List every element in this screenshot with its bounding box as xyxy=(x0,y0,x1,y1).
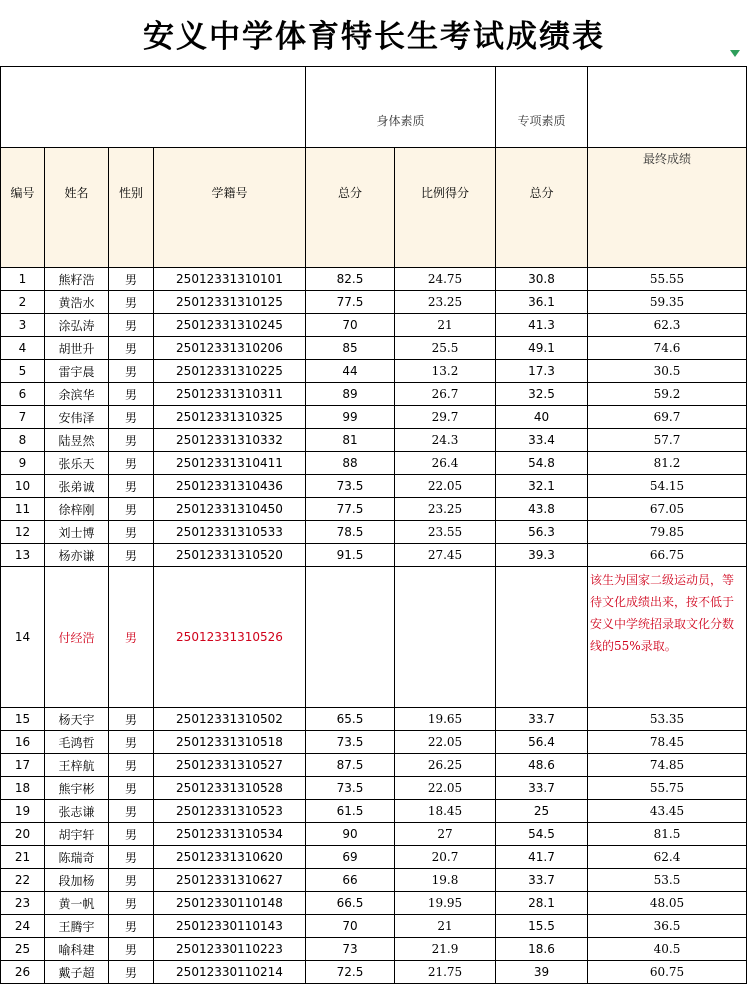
cell-no: 25 xyxy=(1,938,45,961)
cell-ratio: 26.4 xyxy=(395,452,496,475)
cell-total: 77.5 xyxy=(306,291,395,314)
cell-name: 张弟诚 xyxy=(45,475,109,498)
cell-ratio: 21 xyxy=(395,314,496,337)
column-header-row xyxy=(1,148,747,268)
cell-name: 段加杨 xyxy=(45,869,109,892)
cell-no: 18 xyxy=(1,777,45,800)
cell-total: 65.5 xyxy=(306,708,395,731)
cell-name: 陈瑞奇 xyxy=(45,846,109,869)
table-row xyxy=(1,754,747,777)
filter-dropdown-icon[interactable] xyxy=(730,50,740,57)
cell-gender: 男 xyxy=(109,731,154,754)
cell-final: 66.75 xyxy=(588,544,747,567)
cell-id: 25012331310325 xyxy=(154,406,306,429)
cell-special-total: 30.8 xyxy=(496,268,588,291)
cell-no: 21 xyxy=(1,846,45,869)
cell-total: 87.5 xyxy=(306,754,395,777)
cell-ratio: 22.05 xyxy=(395,731,496,754)
cell-gender: 男 xyxy=(109,938,154,961)
cell-no: 22 xyxy=(1,869,45,892)
cell-total: 44 xyxy=(306,360,395,383)
cell-id: 25012331310518 xyxy=(154,731,306,754)
cell-no: 17 xyxy=(1,754,45,777)
col-name-header: 姓名 xyxy=(45,148,109,268)
cell-id: 25012331310332 xyxy=(154,429,306,452)
cell-total: 77.5 xyxy=(306,498,395,521)
cell-final: 36.5 xyxy=(588,915,747,938)
cell-final: 62.3 xyxy=(588,314,747,337)
cell-gender: 男 xyxy=(109,521,154,544)
cell-special-total: 49.1 xyxy=(496,337,588,360)
cell-name: 毛鸿哲 xyxy=(45,731,109,754)
table-row xyxy=(1,452,747,475)
cell-final: 57.7 xyxy=(588,429,747,452)
cell-no: 7 xyxy=(1,406,45,429)
cell-id: 25012330110223 xyxy=(154,938,306,961)
cell-final: 81.2 xyxy=(588,452,747,475)
cell-id: 25012331310101 xyxy=(154,268,306,291)
cell-name: 王腾宇 xyxy=(45,915,109,938)
cell-no: 24 xyxy=(1,915,45,938)
cell-final: 59.2 xyxy=(588,383,747,406)
cell-name: 黄浩水 xyxy=(45,291,109,314)
cell-special-total: 48.6 xyxy=(496,754,588,777)
cell-name: 刘士博 xyxy=(45,521,109,544)
cell-total: 73.5 xyxy=(306,475,395,498)
cell-total: 73 xyxy=(306,938,395,961)
cell-id: 25012331310526 xyxy=(154,567,306,708)
cell-no: 11 xyxy=(1,498,45,521)
cell-total: 81 xyxy=(306,429,395,452)
cell-special-total: 54.5 xyxy=(496,823,588,846)
cell-ratio: 23.55 xyxy=(395,521,496,544)
cell-no: 1 xyxy=(1,268,45,291)
cell-final: 67.05 xyxy=(588,498,747,521)
cell-id: 25012331310125 xyxy=(154,291,306,314)
table-row xyxy=(1,777,747,800)
cell-total: 70 xyxy=(306,314,395,337)
cell-total: 61.5 xyxy=(306,800,395,823)
cell-ratio: 25.5 xyxy=(395,337,496,360)
cell-gender: 男 xyxy=(109,383,154,406)
cell-final: 53.35 xyxy=(588,708,747,731)
cell-name: 喻科建 xyxy=(45,938,109,961)
cell-id: 25012331310627 xyxy=(154,869,306,892)
cell-final: 53.5 xyxy=(588,869,747,892)
cell-no: 19 xyxy=(1,800,45,823)
cell-final: 43.45 xyxy=(588,800,747,823)
cell-special-total: 33.7 xyxy=(496,708,588,731)
cell-no: 12 xyxy=(1,521,45,544)
cell-gender: 男 xyxy=(109,498,154,521)
cell-no: 26 xyxy=(1,961,45,984)
cell-gender: 男 xyxy=(109,268,154,291)
cell-gender: 男 xyxy=(109,892,154,915)
cell-name: 熊籽浩 xyxy=(45,268,109,291)
cell-name: 张志谦 xyxy=(45,800,109,823)
cell-total: 82.5 xyxy=(306,268,395,291)
cell-special-total: 56.4 xyxy=(496,731,588,754)
cell-final: 79.85 xyxy=(588,521,747,544)
cell-total: 89 xyxy=(306,383,395,406)
cell-id: 25012331310450 xyxy=(154,498,306,521)
cell-final: 55.75 xyxy=(588,777,747,800)
cell-ratio: 29.7 xyxy=(395,406,496,429)
cell-ratio: 19.65 xyxy=(395,708,496,731)
cell-ratio: 19.95 xyxy=(395,892,496,915)
cell-total: 73.5 xyxy=(306,777,395,800)
table-row xyxy=(1,567,747,708)
cell-special-total: 28.1 xyxy=(496,892,588,915)
cell-total: 90 xyxy=(306,823,395,846)
col-gender-header: 性别 xyxy=(109,148,154,268)
table-row xyxy=(1,938,747,961)
cell-name: 戴子超 xyxy=(45,961,109,984)
cell-name: 黄一帆 xyxy=(45,892,109,915)
cell-special-total: 43.8 xyxy=(496,498,588,521)
cell-id: 25012331310245 xyxy=(154,314,306,337)
table-row xyxy=(1,869,747,892)
table-row xyxy=(1,708,747,731)
cell-gender: 男 xyxy=(109,961,154,984)
cell-name: 熊宇彬 xyxy=(45,777,109,800)
cell-ratio: 23.25 xyxy=(395,291,496,314)
cell-no: 15 xyxy=(1,708,45,731)
col-total-header: 总分 xyxy=(306,148,395,268)
cell-id: 25012331310527 xyxy=(154,754,306,777)
group-special-header: 专项素质 xyxy=(496,67,588,148)
table-row xyxy=(1,521,747,544)
cell-ratio: 21 xyxy=(395,915,496,938)
cell-ratio: 27.45 xyxy=(395,544,496,567)
cell-id: 25012331310436 xyxy=(154,475,306,498)
cell-total: 78.5 xyxy=(306,521,395,544)
cell-special-total: 40 xyxy=(496,406,588,429)
cell-no: 14 xyxy=(1,567,45,708)
cell-gender: 男 xyxy=(109,823,154,846)
cell-gender: 男 xyxy=(109,314,154,337)
cell-gender: 男 xyxy=(109,915,154,938)
cell-ratio: 18.45 xyxy=(395,800,496,823)
cell-ratio: 21.9 xyxy=(395,938,496,961)
cell-id: 25012331310533 xyxy=(154,521,306,544)
col-special-total-header: 总分 xyxy=(496,148,588,268)
table-row xyxy=(1,337,747,360)
cell-gender: 男 xyxy=(109,429,154,452)
cell-special-total: 36.1 xyxy=(496,291,588,314)
cell-special-total: 33.4 xyxy=(496,429,588,452)
cell-name: 陆昱然 xyxy=(45,429,109,452)
cell-total: 99 xyxy=(306,406,395,429)
cell-total: 88 xyxy=(306,452,395,475)
cell-special-total: 18.6 xyxy=(496,938,588,961)
cell-no: 13 xyxy=(1,544,45,567)
cell-id: 25012331310225 xyxy=(154,360,306,383)
group-body-header: 身体素质 xyxy=(306,67,496,148)
cell-ratio: 24.75 xyxy=(395,268,496,291)
cell-no: 8 xyxy=(1,429,45,452)
cell-special-total: 41.3 xyxy=(496,314,588,337)
cell-name: 杨天宇 xyxy=(45,708,109,731)
cell-gender: 男 xyxy=(109,475,154,498)
cell-final: 59.35 xyxy=(588,291,747,314)
cell-gender: 男 xyxy=(109,544,154,567)
cell-ratio: 24.3 xyxy=(395,429,496,452)
table-row xyxy=(1,268,747,291)
cell-id: 25012330110148 xyxy=(154,892,306,915)
cell-name: 胡宇轩 xyxy=(45,823,109,846)
cell-special-total: 15.5 xyxy=(496,915,588,938)
cell-ratio: 20.7 xyxy=(395,846,496,869)
table-row xyxy=(1,800,747,823)
cell-id: 25012331310311 xyxy=(154,383,306,406)
cell-name: 王梓航 xyxy=(45,754,109,777)
cell-special-total: 56.3 xyxy=(496,521,588,544)
cell-no: 4 xyxy=(1,337,45,360)
cell-total: 69 xyxy=(306,846,395,869)
cell-no: 16 xyxy=(1,731,45,754)
cell-final: 60.75 xyxy=(588,961,747,984)
cell-id: 25012330110214 xyxy=(154,961,306,984)
table-row xyxy=(1,823,747,846)
cell-final: 40.5 xyxy=(588,938,747,961)
cell-final: 74.6 xyxy=(588,337,747,360)
cell-ratio: 22.05 xyxy=(395,475,496,498)
cell-total: 91.5 xyxy=(306,544,395,567)
col-id-header: 学籍号 xyxy=(154,148,306,268)
col-final-header: 最终成绩 xyxy=(588,148,747,268)
col-no-header: 编号 xyxy=(1,148,45,268)
cell-gender: 男 xyxy=(109,708,154,731)
cell-id: 25012331310523 xyxy=(154,800,306,823)
cell-final: 69.7 xyxy=(588,406,747,429)
cell-final: 62.4 xyxy=(588,846,747,869)
cell-special-total: 25 xyxy=(496,800,588,823)
table-row xyxy=(1,731,747,754)
table-row xyxy=(1,475,747,498)
cell-no: 20 xyxy=(1,823,45,846)
cell-id: 25012330110143 xyxy=(154,915,306,938)
cell-ratio: 19.8 xyxy=(395,869,496,892)
cell-id: 25012331310620 xyxy=(154,846,306,869)
cell-final: 55.55 xyxy=(588,268,747,291)
cell-final: 48.05 xyxy=(588,892,747,915)
cell-final: 74.85 xyxy=(588,754,747,777)
cell-gender: 男 xyxy=(109,406,154,429)
table-row xyxy=(1,291,747,314)
cell-gender: 男 xyxy=(109,846,154,869)
cell-special-total: 39.3 xyxy=(496,544,588,567)
cell-name: 付经浩 xyxy=(45,567,109,708)
cell-name: 涂弘涛 xyxy=(45,314,109,337)
table-row xyxy=(1,892,747,915)
cell-final: 30.5 xyxy=(588,360,747,383)
page-title: 安义中学体育特长生考试成绩表 xyxy=(143,18,605,55)
cell-total xyxy=(306,567,395,708)
cell-id: 25012331310520 xyxy=(154,544,306,567)
cell-id: 25012331310534 xyxy=(154,823,306,846)
table-row xyxy=(1,429,747,452)
header-blank xyxy=(1,67,306,148)
cell-id: 25012331310206 xyxy=(154,337,306,360)
cell-final: 54.15 xyxy=(588,475,747,498)
cell-name: 胡世升 xyxy=(45,337,109,360)
cell-ratio: 26.25 xyxy=(395,754,496,777)
cell-special-total: 32.1 xyxy=(496,475,588,498)
group-header-row xyxy=(1,67,747,148)
cell-special-total: 41.7 xyxy=(496,846,588,869)
table-row xyxy=(1,915,747,938)
cell-gender: 男 xyxy=(109,452,154,475)
cell-id: 25012331310528 xyxy=(154,777,306,800)
table-row xyxy=(1,498,747,521)
cell-ratio: 23.25 xyxy=(395,498,496,521)
cell-name: 余滨华 xyxy=(45,383,109,406)
cell-final: 81.5 xyxy=(588,823,747,846)
cell-special-total: 33.7 xyxy=(496,869,588,892)
cell-special-total: 39 xyxy=(496,961,588,984)
table-row xyxy=(1,314,747,337)
cell-id: 25012331310411 xyxy=(154,452,306,475)
cell-gender: 男 xyxy=(109,567,154,708)
table-row xyxy=(1,383,747,406)
table-row xyxy=(1,406,747,429)
cell-total: 70 xyxy=(306,915,395,938)
cell-no: 2 xyxy=(1,291,45,314)
cell-name: 杨亦谦 xyxy=(45,544,109,567)
cell-gender: 男 xyxy=(109,337,154,360)
cell-ratio xyxy=(395,567,496,708)
cell-special-total: 32.5 xyxy=(496,383,588,406)
cell-no: 9 xyxy=(1,452,45,475)
cell-id: 25012331310502 xyxy=(154,708,306,731)
cell-special-total: 33.7 xyxy=(496,777,588,800)
cell-name: 徐梓刚 xyxy=(45,498,109,521)
cell-no: 3 xyxy=(1,314,45,337)
cell-total: 66.5 xyxy=(306,892,395,915)
cell-total: 72.5 xyxy=(306,961,395,984)
cell-total: 73.5 xyxy=(306,731,395,754)
cell-no: 10 xyxy=(1,475,45,498)
cell-name: 张乐天 xyxy=(45,452,109,475)
cell-gender: 男 xyxy=(109,754,154,777)
table-row xyxy=(1,961,747,984)
cell-gender: 男 xyxy=(109,360,154,383)
cell-name: 安伟泽 xyxy=(45,406,109,429)
cell-ratio: 22.05 xyxy=(395,777,496,800)
score-table xyxy=(0,66,747,984)
cell-ratio: 21.75 xyxy=(395,961,496,984)
cell-ratio: 27 xyxy=(395,823,496,846)
col-ratio-header: 比例得分 xyxy=(395,148,496,268)
cell-ratio: 13.2 xyxy=(395,360,496,383)
cell-final-note: 该生为国家二级运动员，等待文化成绩出来，按不低于安义中学统招录取文化分数线的55%录取。 xyxy=(588,567,747,708)
cell-no: 5 xyxy=(1,360,45,383)
cell-gender: 男 xyxy=(109,777,154,800)
cell-final: 78.45 xyxy=(588,731,747,754)
cell-gender: 男 xyxy=(109,291,154,314)
header-blank-final xyxy=(588,67,747,148)
cell-special-total: 54.8 xyxy=(496,452,588,475)
cell-total: 85 xyxy=(306,337,395,360)
cell-no: 6 xyxy=(1,383,45,406)
cell-name: 雷宇晨 xyxy=(45,360,109,383)
cell-gender: 男 xyxy=(109,869,154,892)
cell-total: 66 xyxy=(306,869,395,892)
cell-no: 23 xyxy=(1,892,45,915)
table-row xyxy=(1,544,747,567)
table-row xyxy=(1,360,747,383)
table-row xyxy=(1,846,747,869)
cell-gender: 男 xyxy=(109,800,154,823)
cell-ratio: 26.7 xyxy=(395,383,496,406)
cell-special-total: 17.3 xyxy=(496,360,588,383)
cell-special-total xyxy=(496,567,588,708)
